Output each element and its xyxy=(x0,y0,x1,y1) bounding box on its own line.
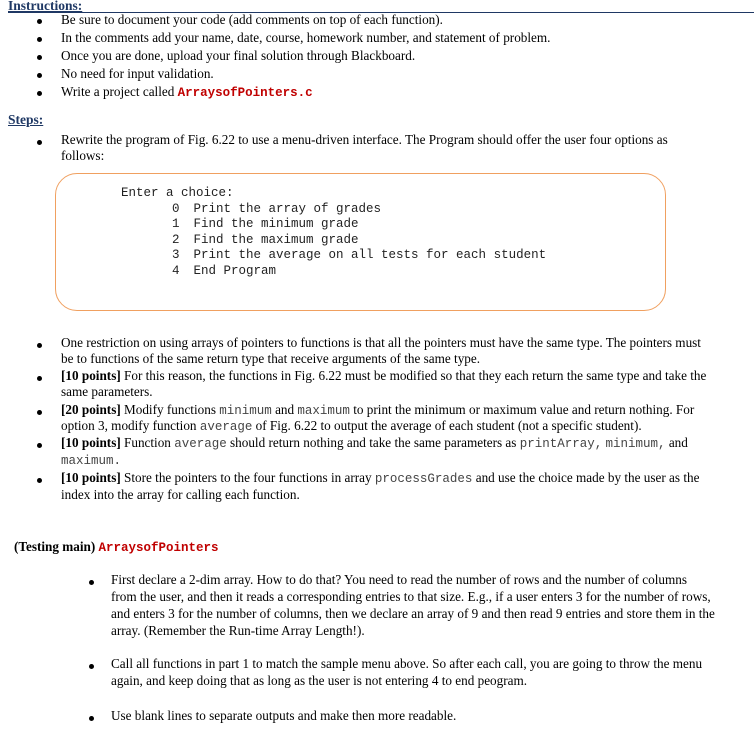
option-text: Find the minimum grade xyxy=(193,217,359,231)
task-text: Modify functions xyxy=(124,402,216,417)
task-text: should return nothing and take the same parameters as xyxy=(230,435,517,450)
task-line xyxy=(61,368,706,384)
task-text: to print the minimum or maximum value and return nothing. For xyxy=(353,402,695,417)
instruction-item: In the comments add your name, date, course, homework number, and statement of problem. xyxy=(61,30,551,45)
points-label: [10 points] xyxy=(61,368,121,383)
bullet xyxy=(37,410,42,415)
bullet xyxy=(37,140,42,145)
menu-prompt: Enter a choice: xyxy=(121,186,234,200)
bullet xyxy=(37,37,42,42)
instructions-heading: Instructions: xyxy=(8,0,83,13)
bullet xyxy=(37,55,42,60)
bullet xyxy=(89,580,94,585)
bullet xyxy=(37,343,42,348)
task-line: index into the array for calling each function. xyxy=(61,487,300,502)
option-text: End Program xyxy=(193,264,277,278)
steps-intro-line: Rewrite the program of Fig. 6.22 to use a menu-driven interface. The Program should offer the user four options as xyxy=(61,132,668,147)
testing-line: Use blank lines to separate outputs and make then more readable. xyxy=(111,708,457,723)
restriction-line: One restriction on using arrays of pointers to functions is that all the pointers must have the same type. The pointers must xyxy=(61,335,701,350)
instruction-text: Write a project called xyxy=(61,84,175,99)
testing-name: ArraysofPointers xyxy=(98,541,219,555)
points-label: [20 points] xyxy=(61,402,121,417)
bullet xyxy=(37,19,42,24)
code-printArray: printArray, xyxy=(519,437,603,451)
task-line xyxy=(61,418,642,435)
task-text: Function xyxy=(124,435,171,450)
option-number: 0 xyxy=(172,202,180,216)
testing-line: again, and keep doing that as long as the user is not entering 4 to end peogram. xyxy=(111,673,528,688)
menu-option-4 xyxy=(172,264,276,280)
code-minimum: minimum xyxy=(219,404,272,418)
task-line xyxy=(61,402,694,419)
steps-heading: Steps: xyxy=(8,112,44,127)
project-name: ArraysofPointers.c xyxy=(177,86,313,100)
code-maximum: maximum xyxy=(297,404,350,418)
menu-option-3 xyxy=(172,248,546,264)
bullet xyxy=(37,91,42,96)
code-average: average xyxy=(199,420,253,434)
menu-option-2 xyxy=(172,233,359,249)
bullet xyxy=(89,664,94,669)
task-text: Store the pointers to the four functions in array xyxy=(124,470,372,485)
steps-intro-line: follows: xyxy=(61,148,105,163)
task-text: option 3, modify function xyxy=(61,418,197,433)
bullet xyxy=(89,716,94,721)
code-average: average xyxy=(174,437,227,451)
code-maximum: maximum. xyxy=(61,454,122,468)
bullet xyxy=(37,73,42,78)
task-text: For this reason, the functions in Fig. 6.22 must be modified so that they each return the same type and take the xyxy=(124,368,707,383)
testing-line: from the user, and then it reads a corresponding entries to that size. E.g., if a user enters 3 for the number of rows, xyxy=(111,589,711,604)
task-line xyxy=(61,470,699,487)
bullet xyxy=(37,478,42,483)
points-label: [10 points] xyxy=(61,435,121,450)
task-text: of Fig. 6.22 to output the average of each student (not a specific student). xyxy=(255,418,642,433)
task-text: and use the choice made by the user as the xyxy=(475,470,700,485)
testing-line: and enters 3 for the number of columns, then we declare an array of 9 and then read 9 entries and store them in the xyxy=(111,606,715,621)
code-minimum: minimum, xyxy=(605,437,666,451)
code-processGrades: processGrades xyxy=(374,472,473,486)
option-number: 2 xyxy=(172,233,180,247)
instruction-item xyxy=(61,84,313,101)
option-number: 4 xyxy=(172,264,180,278)
testing-label: (Testing main) xyxy=(14,539,96,554)
menu-option-1 xyxy=(172,217,359,233)
task-line: same parameters. xyxy=(61,384,153,399)
points-label: [10 points] xyxy=(61,470,121,485)
option-number: 3 xyxy=(172,248,180,262)
task-text: and xyxy=(275,402,295,417)
testing-heading xyxy=(14,539,219,556)
option-text: Find the maximum grade xyxy=(193,233,359,247)
testing-line: Call all functions in part 1 to match the sample menu above. So after each call, you are going to throw the menu xyxy=(111,656,703,671)
menu-option-0 xyxy=(172,202,381,218)
testing-line: First declare a 2-dim array. How to do that? You need to read the number of rows and the number of columns xyxy=(111,572,687,587)
task-line xyxy=(61,452,121,469)
option-text: Print the array of grades xyxy=(193,202,382,216)
bullet xyxy=(37,443,42,448)
task-text: and xyxy=(668,435,688,450)
bullet xyxy=(37,376,42,381)
task-line xyxy=(61,435,688,452)
option-text: Print the average on all tests for each student xyxy=(193,248,547,262)
option-number: 1 xyxy=(172,217,180,231)
restriction-line: be to functions of the same return type that receive arguments of the same type. xyxy=(61,351,481,366)
testing-line: array. (Remember the Run-time Array Length!). xyxy=(111,623,365,638)
instruction-item: Be sure to document your code (add comments on top of each function). xyxy=(61,12,443,27)
instruction-item: No need for input validation. xyxy=(61,66,214,81)
instruction-item: Once you are done, upload your final solution through Blackboard. xyxy=(61,48,416,63)
